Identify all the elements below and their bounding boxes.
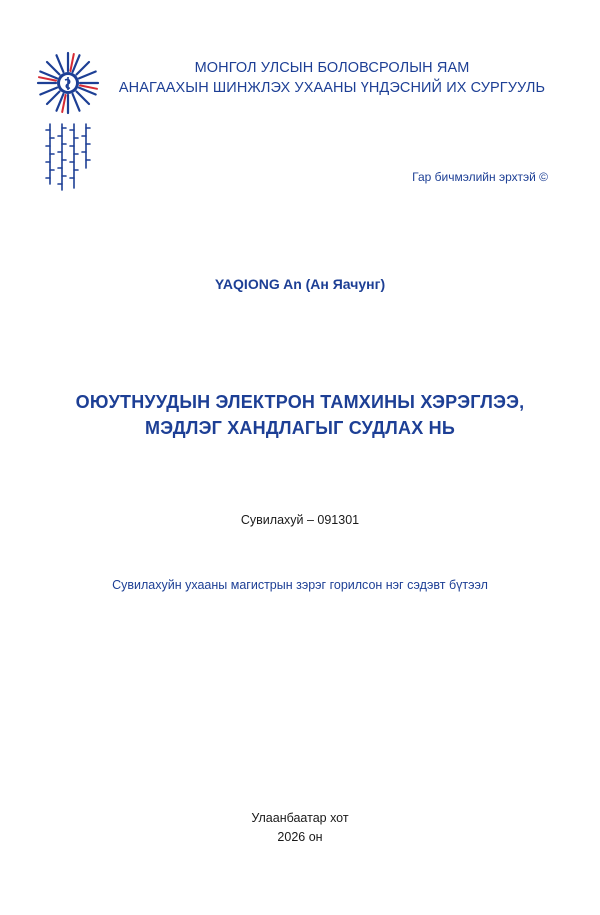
thesis-title-line-2: МЭДЛЭГ ХАНДЛАГЫГ СУДЛАХ НЬ (145, 418, 455, 438)
place-name: Улаанбаатар хот (251, 811, 349, 825)
publication-year: 2026 он (277, 830, 323, 844)
thesis-title-line-1: ОЮУТНУУДЫН ЭЛЕКТРОН ТАМХИНЫ ХЭРЭГЛЭЭ, (75, 392, 525, 412)
degree-statement: Сувилахуйн ухааны магистрын зэрэг горилсон нэг сэдэвт бүтээл (112, 578, 488, 592)
university-name: АНАГААХЫН ШИНЖЛЭХ УХААНЫ ҮНДЭСНИЙ ИХ СУРГУУЛЬ (118, 80, 546, 96)
ministry-name: МОНГОЛ УЛСЫН БОЛОВСРОЛЫН ЯАМ (194, 60, 470, 76)
university-emblem-icon (34, 50, 102, 192)
program-code: Сувилахуй – 091301 (240, 513, 360, 527)
copyright-note: Гар бичмэлийн эрхтэй © (412, 170, 548, 184)
author-name: YAQIONG An (Ан Яачунг) (214, 276, 386, 292)
